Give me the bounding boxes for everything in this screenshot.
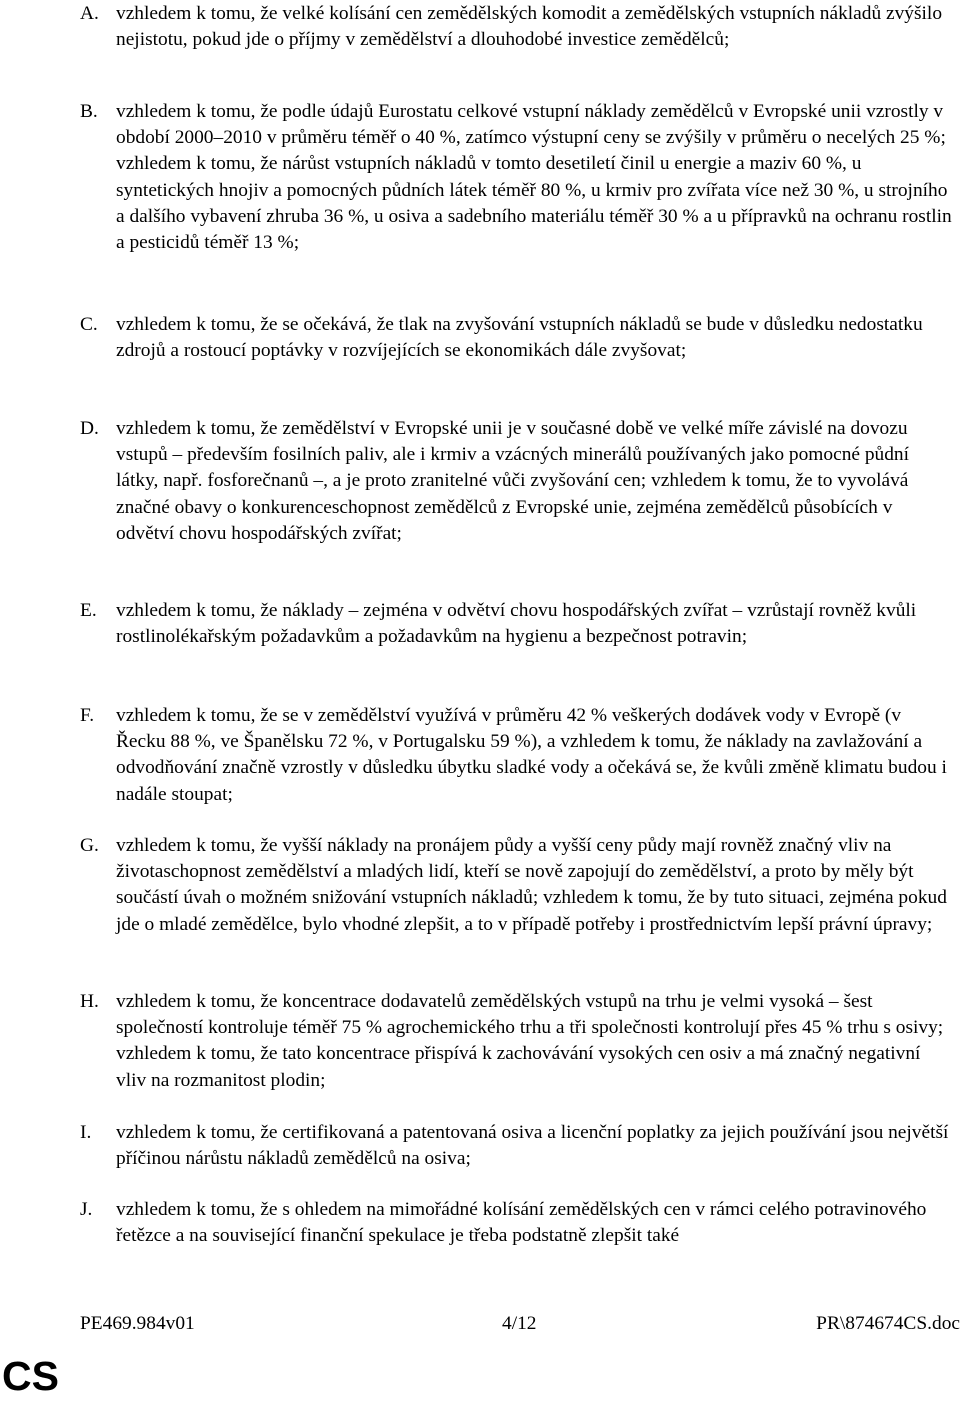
recital-e [0, 598, 960, 650]
recital-letter: I. [80, 1122, 92, 1143]
recital-text: vzhledem k tomu, že certifikovaná a patentovaná osiva a licenční poplatky za jejich používání jsou největší příčinou nárůstu nákladů zemědělců na osiva; [116, 1122, 949, 1170]
recital-letter: E. [80, 600, 97, 621]
language-code: CS [2, 1353, 59, 1399]
recital-text: vzhledem k tomu, že podle údajů Eurostatu celkové vstupní náklady zemědělců v Evropské unii vzrostly v období 2000–2010 v průměru téměř o 40 %, zatímco výstupní ceny se zvýšily v průměru o necelých 25 %; vzhledem k tomu, že nárůst vstupních nákladů v tomto desetiletí činil u energie a maziv 60 %, u syntetických hnojiv a pomocných půdních látek téměř 80 %, u krmiv pro zvířata více než 30 %, u strojního a dalšího vybavení zhruba 36 %, u osiva a sadebního materiálu téměř 30 % a u přípravků na ochranu rostlin a pesticidů téměř 13 %; [116, 101, 952, 254]
recital-letter: J. [80, 1199, 93, 1220]
recital-f [0, 703, 960, 808]
recital-b [0, 99, 960, 256]
recital-letter: B. [80, 101, 98, 122]
recital-a [0, 1, 960, 53]
recital-text: vzhledem k tomu, že s ohledem na mimořádné kolísání zemědělských cen v rámci celého potravinového řetězce a na související finanční spekulace je třeba podstatně zlepšit také [116, 1199, 927, 1247]
recital-i [0, 1120, 960, 1172]
recital-text: vzhledem k tomu, že velké kolísání cen zemědělských komodit a zemědělských vstupních nákladů zvýšilo nejistotu, pokud jde o příjmy v zemědělství a dlouhodobé investice zemědělců; [116, 3, 943, 51]
document-reference: PE469.984v01 [80, 1313, 195, 1334]
recital-h [0, 989, 960, 1094]
recital-text: vzhledem k tomu, že se v zemědělství využívá v průměru 42 % veškerých dodávek vody v Evropě (v Řecku 88 %, ve Španělsku 72 %, v Portugalsku 59 %), a vzhledem k tomu, že náklady na zavlažování a odvodňování značně vzrostly v důsledku úbytku sladké vody a očekává se, že kvůli změně klimatu budou i nadále stoupat; [116, 705, 947, 805]
recital-letter: D. [80, 418, 99, 439]
recital-text: vzhledem k tomu, že vyšší náklady na pronájem půdy a vyšší ceny půdy mají rovněž značný vliv na životaschopnost zemědělství a mladých lidí, kteří se nově zapojují do zemědělství, a proto by měly být součástí úvah o možném snižování vstupních nákladů; vzhledem k tomu, že by tuto situaci, zejména pokud jde o mladé zemědělce, bylo vhodné zlepšit, a to v případě potřeby i prostřednictvím lepší právní úpravy; [116, 835, 947, 935]
recital-g [0, 833, 960, 938]
recital-text: vzhledem k tomu, že se očekává, že tlak na zvyšování vstupních nákladů se bude v důsledku nedostatku zdrojů a rostoucí poptávky v rozvíjejících se ekonomikách dále zvyšovat; [116, 314, 923, 362]
recital-d [0, 416, 960, 547]
recital-j [0, 1197, 960, 1249]
recital-text: vzhledem k tomu, že koncentrace dodavatelů zemědělských vstupů na trhu je velmi vysoká – šest společností kontroluje téměř 75 % agrochemického trhu a tři společnosti kontrolují přes 45 % trhu s osivy; vzhledem k tomu, že tato koncentrace přispívá k zachovávání vysokých cen osiv a má značný negativní vliv na rozmanitost plodin; [116, 991, 944, 1091]
page-number: 4/12 [502, 1313, 537, 1334]
recital-letter: A. [80, 3, 99, 24]
recital-letter: C. [80, 314, 98, 335]
recital-text: vzhledem k tomu, že náklady – zejména v odvětví chovu hospodářských zvířat – vzrůstají rovněž kvůli rostlinolékařským požadavkům a požadavkům na hygienu a bezpečnost potravin; [116, 600, 917, 648]
file-name: PR\874674CS.doc [816, 1313, 960, 1334]
recital-letter: G. [80, 835, 99, 856]
recital-c [0, 312, 960, 364]
recital-letter: H. [80, 991, 99, 1012]
recital-letter: F. [80, 705, 95, 726]
recital-text: vzhledem k tomu, že zemědělství v Evropské unii je v současné době ve velké míře závislé na dovozu vstupů – především fosilních paliv, ale i krmiv a vzácných minerálů používaných jako pomocné půdní látky, např. fosforečnanů –, a je proto zranitelné vůči zvyšování cen; vzhledem k tomu, že to vyvolává značné obavy o konkurenceschopnost zemědělců z Evropské unie, zejména zemědělců působících v odvětví chovu hospodářských zvířat; [116, 418, 910, 544]
